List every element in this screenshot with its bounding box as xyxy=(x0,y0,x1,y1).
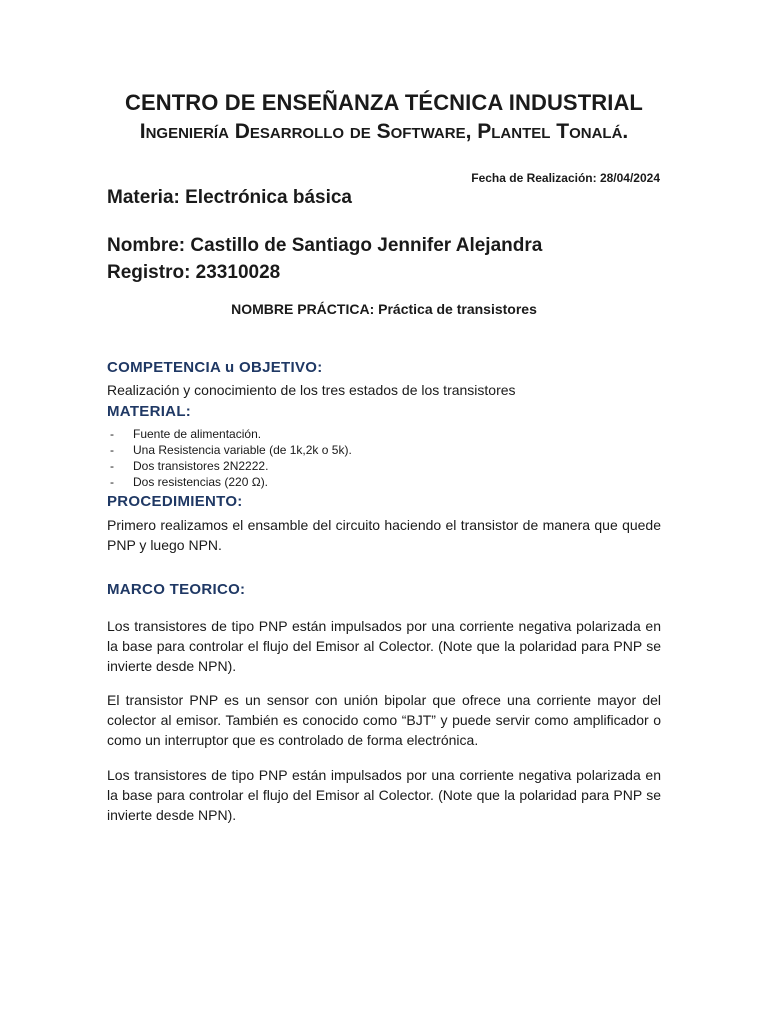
bullet-dash: - xyxy=(110,459,114,473)
material-list xyxy=(107,426,352,490)
student-name-line: Nombre: Castillo de Santiago Jennifer Alejandra xyxy=(107,235,543,256)
institution-title: CENTRO DE ENSEÑANZA TÉCNICA INDUSTRIAL xyxy=(125,90,643,115)
marco-teorico-heading: MARCO TEORICO: xyxy=(107,581,246,598)
list-item xyxy=(107,474,352,490)
subject-line: Materia: Electrónica básica xyxy=(107,187,352,208)
bullet-dash: - xyxy=(110,443,114,457)
competencia-text: Realización y conocimiento de los tres estados de los transistores xyxy=(107,382,516,398)
completion-date: Fecha de Realización: 28/04/2024 xyxy=(471,171,660,185)
program-subtitle: Ingeniería Desarrollo de Software, Plantel Tonalá. xyxy=(139,120,629,143)
material-item: Dos transistores 2N2222. xyxy=(133,459,269,473)
bullet-dash: - xyxy=(110,475,114,489)
bullet-dash: - xyxy=(110,427,114,441)
procedimiento-text: Primero realizamos el ensamble del circuito haciendo el transistor de manera que quede PNP y luego NPN. xyxy=(107,517,661,553)
registration-line: Registro: 23310028 xyxy=(107,262,281,283)
material-item: Fuente de alimentación. xyxy=(133,427,262,441)
marco-paragraph: El transistor PNP es un sensor con unión bipolar que ofrece una corriente mayor del colector al emisor. También es conocido como “BJT” y puede servir como amplificador o como un interruptor que es controlado de forma electrónica. xyxy=(107,692,661,748)
material-item: Una Resistencia variable (de 1k,2k o 5k). xyxy=(133,443,352,457)
practice-name: NOMBRE PRÁCTICA: Práctica de transistores xyxy=(231,301,537,317)
material-item: Dos resistencias (220 Ω). xyxy=(133,475,269,489)
competencia-heading: COMPETENCIA u OBJETIVO: xyxy=(107,359,323,376)
list-item xyxy=(107,442,352,458)
marco-paragraph: Los transistores de tipo PNP están impulsados por una corriente negativa polarizada en la base para controlar el flujo del Emisor al Colector. (Note que la polaridad para PNP se invierte desde NPN). xyxy=(107,618,661,674)
marco-paragraph: Los transistores de tipo PNP están impulsados por una corriente negativa polarizada en la base para controlar el flujo del Emisor al Colector. (Note que la polaridad para PNP se invierte desde NPN). xyxy=(107,767,661,823)
list-item xyxy=(107,458,352,474)
list-item xyxy=(107,426,352,442)
procedimiento-heading: PROCEDIMIENTO: xyxy=(107,493,243,510)
material-heading: MATERIAL: xyxy=(107,403,192,420)
